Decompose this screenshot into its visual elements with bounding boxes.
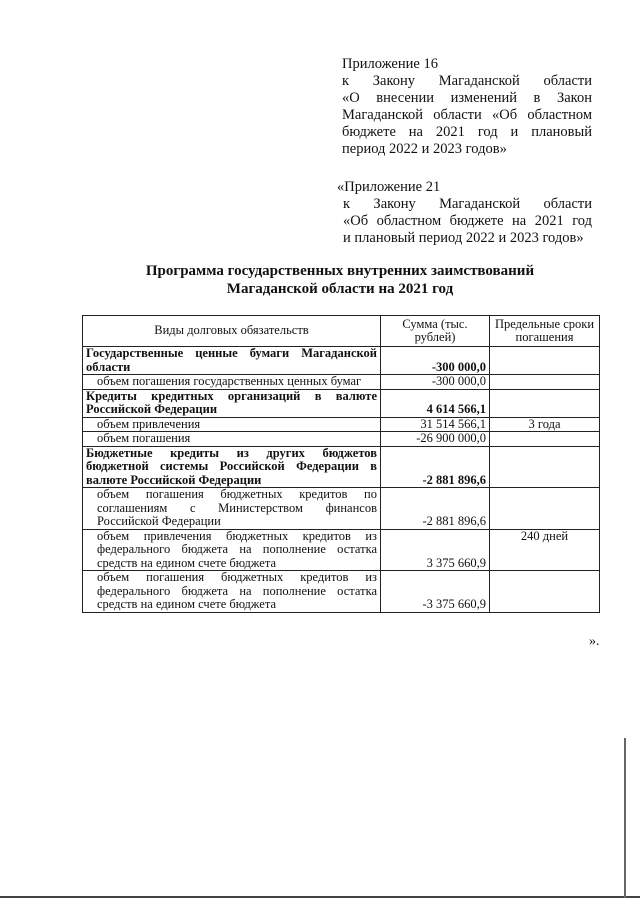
appendix-16-title: Приложение 16 — [342, 56, 438, 72]
scan-edge-mark — [624, 738, 626, 898]
document-title — [80, 262, 600, 298]
table-row — [83, 529, 600, 571]
row-label: Государственные ценные бумаги Магаданской области — [83, 347, 381, 375]
appendix-21-line: к Закону Магаданской области — [343, 196, 592, 212]
table-row — [83, 375, 600, 390]
row-label: объем погашения бюджетных кредитов из федерального бюджета на пополнение остатка средств на едином счете бюджета — [83, 571, 381, 613]
appendix-16-line: бюджете на 2021 год и плановый — [342, 124, 592, 140]
row-amount: -2 881 896,6 — [381, 488, 490, 530]
row-label: объем погашения государственных ценных бумаг — [83, 375, 381, 390]
borrowing-program-table — [82, 315, 600, 613]
row-amount: 3 375 660,9 — [381, 529, 490, 571]
row-label: объем погашения — [83, 432, 381, 447]
row-term — [490, 347, 600, 375]
row-term — [490, 375, 600, 390]
closing-quote-mark: ». — [589, 634, 600, 649]
header-amount: Сумма (тыс. рублей) — [381, 316, 490, 347]
row-label: объем привлечения бюджетных кредитов из федерального бюджета на пополнение остатка средств на едином счете бюджета — [83, 529, 381, 571]
row-term: 240 дней — [490, 529, 600, 571]
table-row — [83, 571, 600, 613]
header-repayment-terms: Предельные сроки погашения — [490, 316, 600, 347]
appendix-21-header — [337, 179, 592, 247]
table-row — [83, 389, 600, 417]
table-row — [83, 347, 600, 375]
row-label: Кредиты кредитных организаций в валюте Российской Федерации — [83, 389, 381, 417]
row-label: Бюджетные кредиты из других бюджетов бюджетной системы Российской Федерации в валюте Российской Федерации — [83, 446, 381, 488]
row-amount: -300 000,0 — [381, 347, 490, 375]
row-term: 3 года — [490, 417, 600, 432]
table-row — [83, 417, 600, 432]
row-term — [490, 488, 600, 530]
row-label: объем погашения бюджетных кредитов по соглашениям с Министерством финансов Российской Федерации — [83, 488, 381, 530]
row-amount: -3 375 660,9 — [381, 571, 490, 613]
row-term — [490, 432, 600, 447]
appendix-16-line: «О внесении изменений в Закон — [342, 90, 592, 106]
row-amount: -2 881 896,6 — [381, 446, 490, 488]
table-row — [83, 446, 600, 488]
row-amount: -300 000,0 — [381, 375, 490, 390]
row-amount: 4 614 566,1 — [381, 389, 490, 417]
row-term — [490, 389, 600, 417]
appendix-21-title: «Приложение 21 — [337, 179, 441, 195]
document-title-line: Магаданской области на 2021 год — [226, 281, 454, 297]
appendix-16-line: период 2022 и 2023 годов» — [342, 141, 507, 157]
table-row — [83, 432, 600, 447]
appendix-16-header — [342, 56, 592, 158]
appendix-21-line: «Об областном бюджете на 2021 год — [343, 213, 592, 229]
table-header-row — [83, 316, 600, 347]
appendix-16-line: Магаданской области «Об областном — [342, 107, 592, 123]
appendix-16-line: к Закону Магаданской области — [342, 73, 592, 89]
scan-edge-line — [0, 896, 640, 898]
row-amount: -26 900 000,0 — [381, 432, 490, 447]
document-title-line: Программа государственных внутренних заимствований — [145, 263, 535, 279]
appendix-21-line: и плановый период 2022 и 2023 годов» — [343, 230, 584, 246]
row-label: объем привлечения — [83, 417, 381, 432]
row-amount: 31 514 566,1 — [381, 417, 490, 432]
table-row — [83, 488, 600, 530]
header-debt-types: Виды долговых обязательств — [83, 316, 381, 347]
row-term — [490, 446, 600, 488]
row-term — [490, 571, 600, 613]
